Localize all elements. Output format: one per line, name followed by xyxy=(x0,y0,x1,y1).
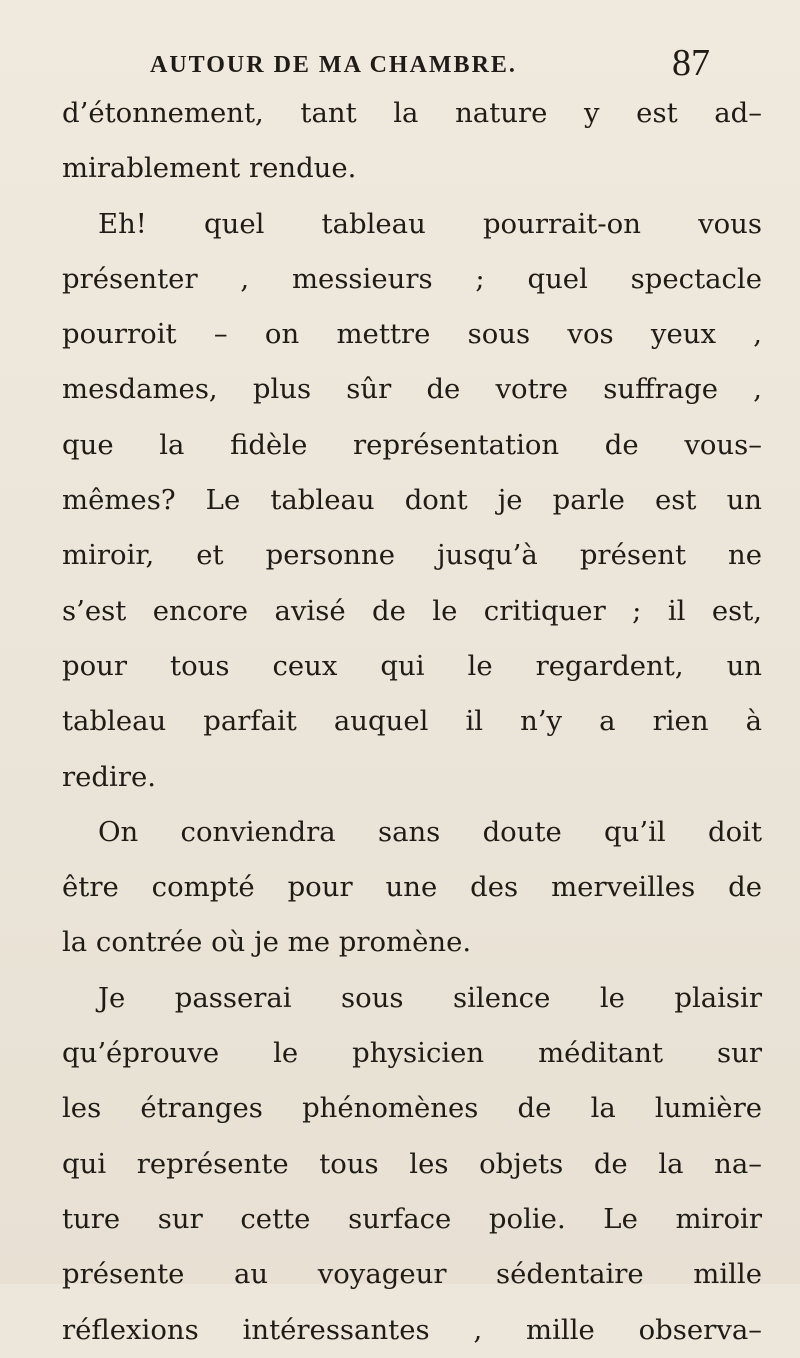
text-line: présenter , messieurs ; quel spectacle xyxy=(62,262,762,295)
text-line: être compté pour une des merveilles de xyxy=(62,871,762,904)
text-line: les étranges phénomènes de la lumière xyxy=(62,1092,762,1125)
text-line: miroir, et personne jusqu’à présent ne xyxy=(62,539,762,572)
text-line: Eh! quel tableau pourrait-on vous xyxy=(98,207,762,240)
text-line: ture sur cette surface polie. Le miroir xyxy=(62,1202,762,1235)
text-line: tableau parfait auquel il n’y a rien à xyxy=(62,705,762,738)
page-number: 87 xyxy=(672,42,710,84)
text-line: mirablement rendue. xyxy=(62,152,357,185)
text-line: s’est encore avisé de le critiquer ; il est, xyxy=(62,594,762,627)
text-line: pourroit – on mettre sous vos yeux , xyxy=(62,318,762,351)
text-line: pour tous ceux qui le regardent, un xyxy=(62,649,762,682)
text-line: qui représente tous les objets de la na– xyxy=(62,1147,762,1180)
text-line: mêmes? Le tableau dont je parle est un xyxy=(62,484,762,517)
text-line: On conviendra sans doute qu’il doit xyxy=(98,815,762,848)
text-line: la contrée où je me promène. xyxy=(62,926,472,959)
text-line: que la fidèle représentation de vous– xyxy=(62,428,762,461)
text-line: redire. xyxy=(62,760,156,793)
text-line: réflexions intéressantes , mille observa– xyxy=(62,1313,762,1346)
text-line: présente au voyageur sédentaire mille xyxy=(62,1258,762,1291)
text-line: d’étonnement, tant la nature y est ad– xyxy=(62,97,762,129)
text-line: Je passerai sous silence le plaisir xyxy=(98,981,762,1014)
text-line: mesdames, plus sûr de votre suffrage , xyxy=(62,373,762,406)
body-text xyxy=(62,86,762,1358)
running-title: AUTOUR DE MA CHAMBRE. xyxy=(150,52,517,78)
text-line: qu’éprouve le physicien méditant sur xyxy=(62,1037,762,1070)
